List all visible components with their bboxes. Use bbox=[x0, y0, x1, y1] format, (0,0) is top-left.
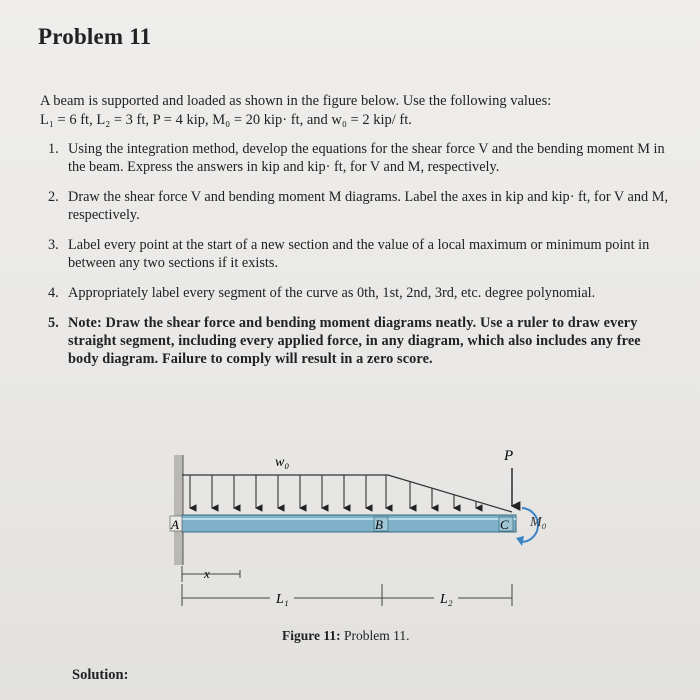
task-number: 5. bbox=[48, 315, 59, 331]
task-text: Label every point at the start of a new section and the value of a local maximum or minimum point in between any two sections if it exists. bbox=[68, 237, 650, 271]
task-list bbox=[44, 140, 674, 380]
beam-figure bbox=[160, 440, 580, 650]
wall-support bbox=[174, 455, 183, 565]
task-number: 2. bbox=[48, 189, 59, 205]
p-label: P bbox=[504, 448, 514, 464]
task-item-note bbox=[44, 314, 674, 368]
moment-arrowhead bbox=[516, 536, 524, 546]
task-text: Draw the shear force V and bending moment M diagrams. Label the axes in kip and kip· ft, for V and M, respectively. bbox=[68, 189, 669, 223]
caption-text: Problem 11. bbox=[344, 628, 410, 643]
distributed-load-outline bbox=[182, 475, 512, 512]
task-item bbox=[44, 284, 674, 302]
solution-label: Solution: bbox=[72, 667, 129, 683]
point-c-label: C bbox=[500, 517, 509, 532]
l1-label: L₁ bbox=[276, 592, 289, 607]
task-item bbox=[44, 140, 674, 176]
intro-line-1: A beam is supported and loaded as shown in the figure below. Use the following values: bbox=[40, 93, 552, 109]
figure-caption bbox=[282, 628, 410, 644]
triangular-load-arrows bbox=[410, 482, 476, 508]
intro-line-2: L₁ = 6 ft, L₂ = 3 ft, P = 4 kip, M₀ = 20 kip· ft, and w₀ = 2 kip/ ft. bbox=[40, 112, 412, 128]
task-text: Appropriately label every segment of the curve as 0th, 1st, 2nd, 3rd, etc. degree polynomial. bbox=[68, 285, 596, 301]
uniform-load-arrows bbox=[190, 475, 386, 508]
w0-label: w₀ bbox=[275, 455, 290, 470]
task-text: Using the integration method, develop the equations for the shear force V and the bending moment M in the beam. Express the answers in kip and kip· ft, for V and M, respectively. bbox=[68, 141, 665, 175]
task-item bbox=[44, 188, 674, 224]
task-number: 1. bbox=[48, 141, 59, 157]
x-label: x bbox=[204, 566, 210, 581]
task-item bbox=[44, 236, 674, 272]
caption-prefix: Figure 11: bbox=[282, 628, 341, 643]
task-number: 3. bbox=[48, 237, 59, 253]
l2-label: L₂ bbox=[440, 592, 453, 607]
page-title: Problem 11 bbox=[38, 24, 152, 49]
task-text: Note: Draw the shear force and bending moment diagrams neatly. Use a ruler to draw every straight segment, including every applied force, in any diagram, which also includes any free body diagram. Failure to comply will result in a zero score. bbox=[68, 315, 641, 367]
task-number: 4. bbox=[48, 285, 59, 301]
m0-label: M₀ bbox=[530, 515, 547, 530]
point-b-label: B bbox=[375, 517, 383, 532]
beam bbox=[182, 515, 516, 532]
point-a-label: A bbox=[171, 517, 179, 532]
problem-intro bbox=[40, 92, 680, 130]
